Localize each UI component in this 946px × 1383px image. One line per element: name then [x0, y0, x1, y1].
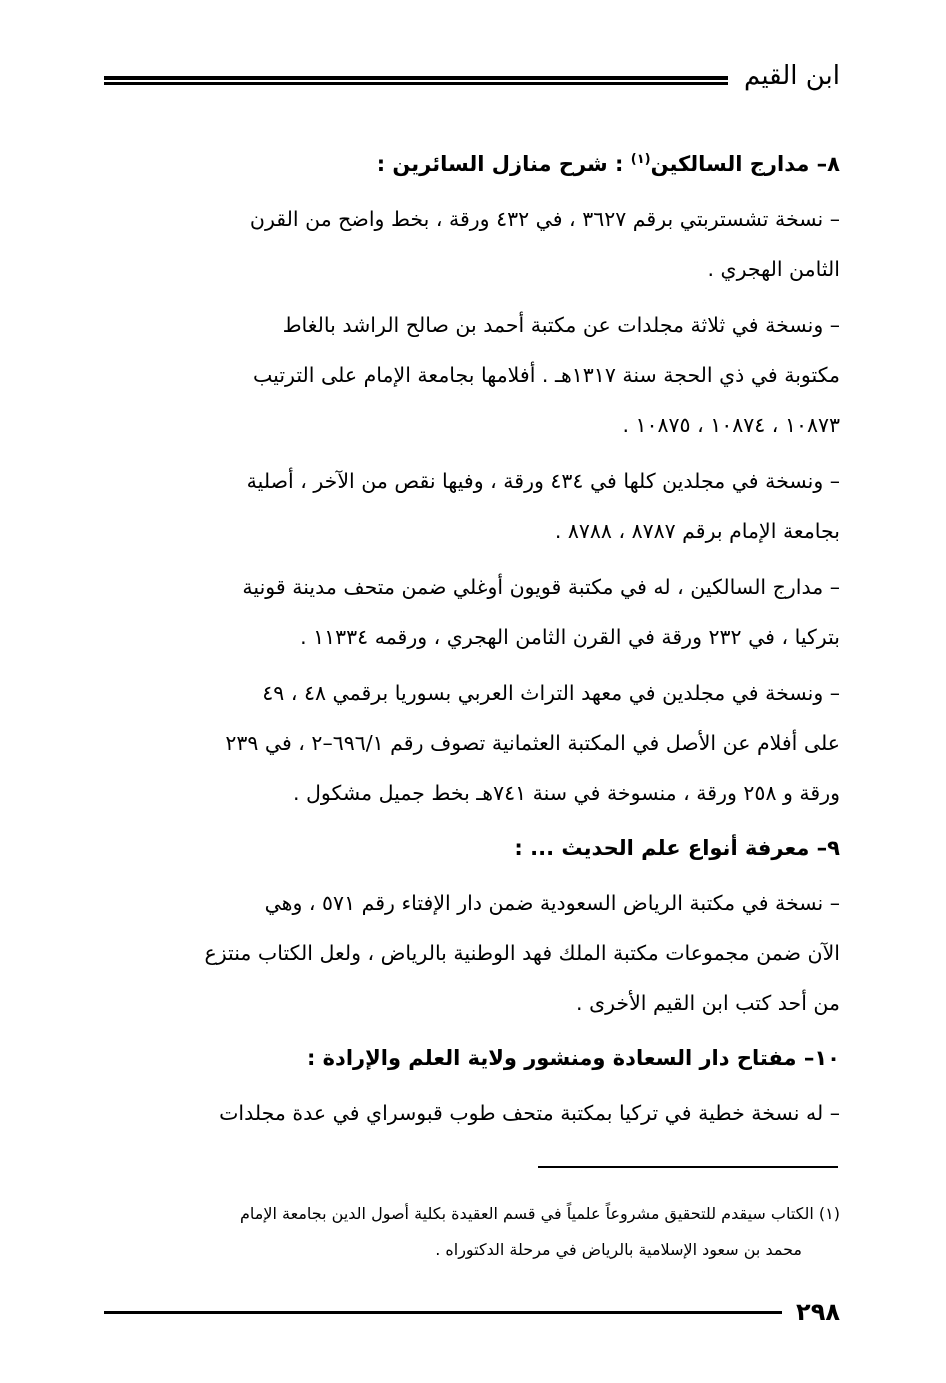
footer-rule [104, 1311, 782, 1314]
footnote-line: (١) الكتاب سيقدم للتحقيق مشروعاً علمياً في قسم العقيدة بكلية أصول الدين بجامعة الإمام [240, 1204, 840, 1223]
section-8-title: ٨– مدارج السالكين [650, 152, 840, 176]
text-line: الثامن الهجري . [707, 257, 840, 281]
section-8-paragraph-1 [104, 194, 840, 294]
section-8-heading [104, 140, 840, 188]
section-8-paragraph-5 [104, 668, 840, 818]
header-double-rule [104, 76, 728, 85]
text-line: – ونسخة في مجلدين كلها في ٤٣٤ ورقة ، وفيها نقص من الآخر ، أصلية [246, 469, 840, 493]
section-8-paragraph-4 [104, 562, 840, 662]
text-line: – نسخة تشستربتي برقم ٣٦٢٧ ، في ٤٣٢ ورقة ، بخط واضح من القرن [249, 207, 840, 231]
running-title: ابن القيم [744, 61, 840, 91]
text-line: مكتوبة في ذي الحجة سنة ١٣١٧هـ . أفلامها بجامعة الإمام على الترتيب [253, 363, 840, 387]
text-line: الآن ضمن مجموعات مكتبة الملك فهد الوطنية بالرياض ، ولعل الكتاب منتزع [204, 941, 840, 965]
text-line: بتركيا ، في ٢٣٢ ورقة في القرن الثامن الهجري ، ورقمه ١١٣٣٤ . [300, 625, 840, 649]
section-8-paragraph-2 [104, 300, 840, 450]
section-8-paragraph-3 [104, 456, 840, 556]
section-8-subtitle: : شرح منازل السائرين : [376, 152, 631, 176]
section-9-paragraph-1 [104, 878, 840, 1028]
page-footer [104, 1292, 840, 1332]
footnote-marker: (١) [630, 152, 651, 167]
text-line: بجامعة الإمام برقم ٨٧٨٧ ، ٨٧٨٨ . [554, 519, 840, 543]
text-line: ورقة و ٢٥٨ ورقة ، منسوخة في سنة ٧٤١هـ بخط جميل مشكول . [293, 781, 840, 805]
main-text [104, 140, 840, 1144]
text-line: – مدارج السالكين ، له في مكتبة قويون أوغلي ضمن متحف مدينة قونية [242, 575, 840, 599]
text-line: – ونسخة في ثلاثة مجلدات عن مكتبة أحمد بن صالح الراشد بالغاط [282, 313, 840, 337]
section-9-heading: ٩– معرفة أنواع علم الحديث ... : [514, 836, 840, 860]
text-line: – نسخة في مكتبة الرياض السعودية ضمن دار الإفتاء رقم ٥٧١ ، وهي [264, 891, 840, 915]
text-line: ١٠٨٧٣ ، ١٠٨٧٤ ، ١٠٨٧٥ . [622, 413, 840, 437]
footnote-line: محمد بن سعود الإسلامية بالرياض في مرحلة الدكتوراه . [435, 1240, 802, 1259]
section-10-paragraph-1 [104, 1088, 840, 1138]
text-line: – له نسخة خطية في تركيا بمكتبة متحف طوب قبوسراي في عدة مجلدات [219, 1101, 840, 1125]
text-line: من أحد كتب ابن القيم الأخرى . [576, 991, 840, 1015]
section-10-heading: ١٠– مفتاح دار السعادة ومنشور ولاية العلم والإرادة : [306, 1046, 840, 1070]
page-number: ٢٩٨ [796, 1298, 840, 1326]
text-line: – ونسخة في مجلدين في معهد التراث العربي بسوريا برقمي ٤٨ ، ٤٩ [262, 681, 840, 705]
footnote [104, 1196, 840, 1268]
footnote-separator [538, 1166, 838, 1168]
page-header [104, 48, 840, 104]
text-line: على أفلام عن الأصل في المكتبة العثمانية تصوف رقم ٦٩٦/١–٢ ، في ٢٣٩ [225, 731, 840, 755]
